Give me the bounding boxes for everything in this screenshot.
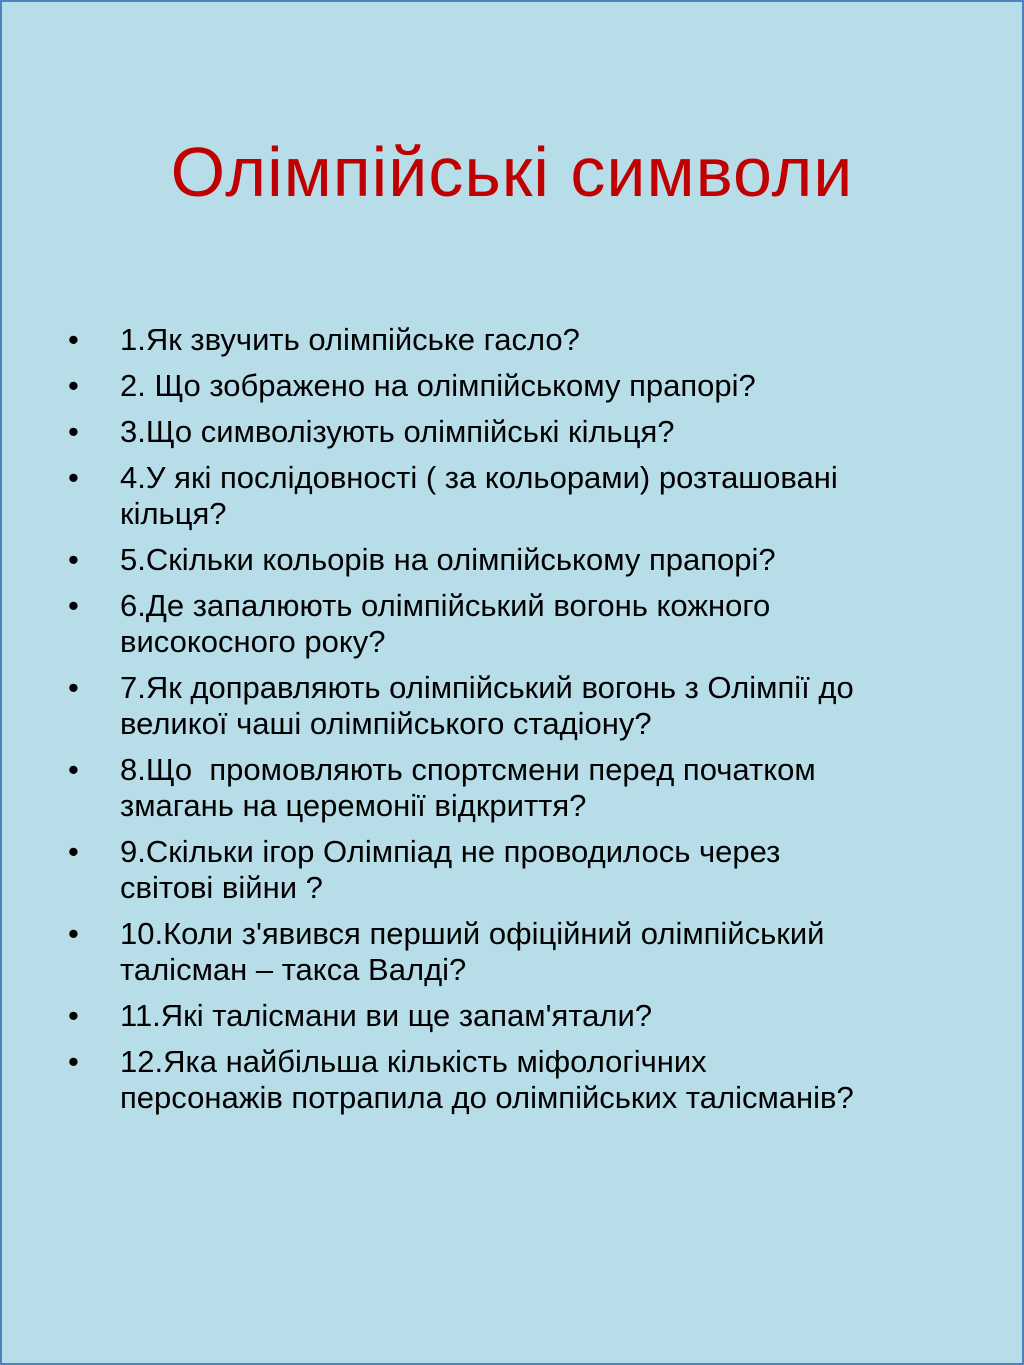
question-list xyxy=(64,322,964,1126)
bullet-icon: • xyxy=(68,322,79,357)
list-item xyxy=(64,368,964,404)
bullet-icon: • xyxy=(68,752,79,787)
question-text: 1.Як звучить олімпійське гасло? xyxy=(120,322,580,357)
question-text: 5.Скільки кольорів на олімпійському прапорі? xyxy=(120,542,776,577)
bullet-icon: • xyxy=(68,414,79,449)
list-item xyxy=(64,322,964,358)
list-item xyxy=(64,414,964,450)
list-item xyxy=(64,460,964,532)
question-text: 2. Що зображено на олімпійському прапорі? xyxy=(120,368,756,403)
list-item xyxy=(64,1044,964,1116)
bullet-icon: • xyxy=(68,542,79,577)
question-text: 8.Що промовляють спортсмени перед початком змагань на церемонії відкриття? xyxy=(120,752,816,823)
question-text: 10.Коли з'явився перший офіційний олімпійський талісман – такса Валді? xyxy=(120,916,825,987)
question-text: 6.Де запалюють олімпійський вогонь кожного високосного року? xyxy=(120,588,771,659)
question-text: 7.Як доправляють олімпійський вогонь з Олімпії до великої чаші олімпійського стадіону? xyxy=(120,670,854,741)
list-item xyxy=(64,998,964,1034)
list-item xyxy=(64,916,964,988)
question-text: 11.Які талісмани ви ще запам'ятали? xyxy=(120,998,653,1033)
bullet-icon: • xyxy=(68,834,79,869)
bullet-icon: • xyxy=(68,460,79,495)
slide-title: Олімпійські символи xyxy=(170,133,854,211)
list-item xyxy=(64,542,964,578)
question-text: 12.Яка найбільша кількість міфологічних персонажів потрапила до олімпійських талісманів? xyxy=(120,1044,854,1115)
question-text: 4.У які послідовності ( за кольорами) розташовані кільця? xyxy=(120,460,838,531)
bullet-icon: • xyxy=(68,588,79,623)
list-item xyxy=(64,752,964,824)
bullet-icon: • xyxy=(68,1044,79,1079)
bullet-icon: • xyxy=(68,670,79,705)
bullet-icon: • xyxy=(68,368,79,403)
question-text: 3.Що символізують олімпійські кільця? xyxy=(120,414,675,449)
list-item xyxy=(64,588,964,660)
question-text: 9.Скільки ігор Олімпіад не проводилось через світові війни ? xyxy=(120,834,781,905)
list-item xyxy=(64,834,964,906)
bullet-icon: • xyxy=(68,916,79,951)
list-item xyxy=(64,670,964,742)
bullet-icon: • xyxy=(68,998,79,1033)
